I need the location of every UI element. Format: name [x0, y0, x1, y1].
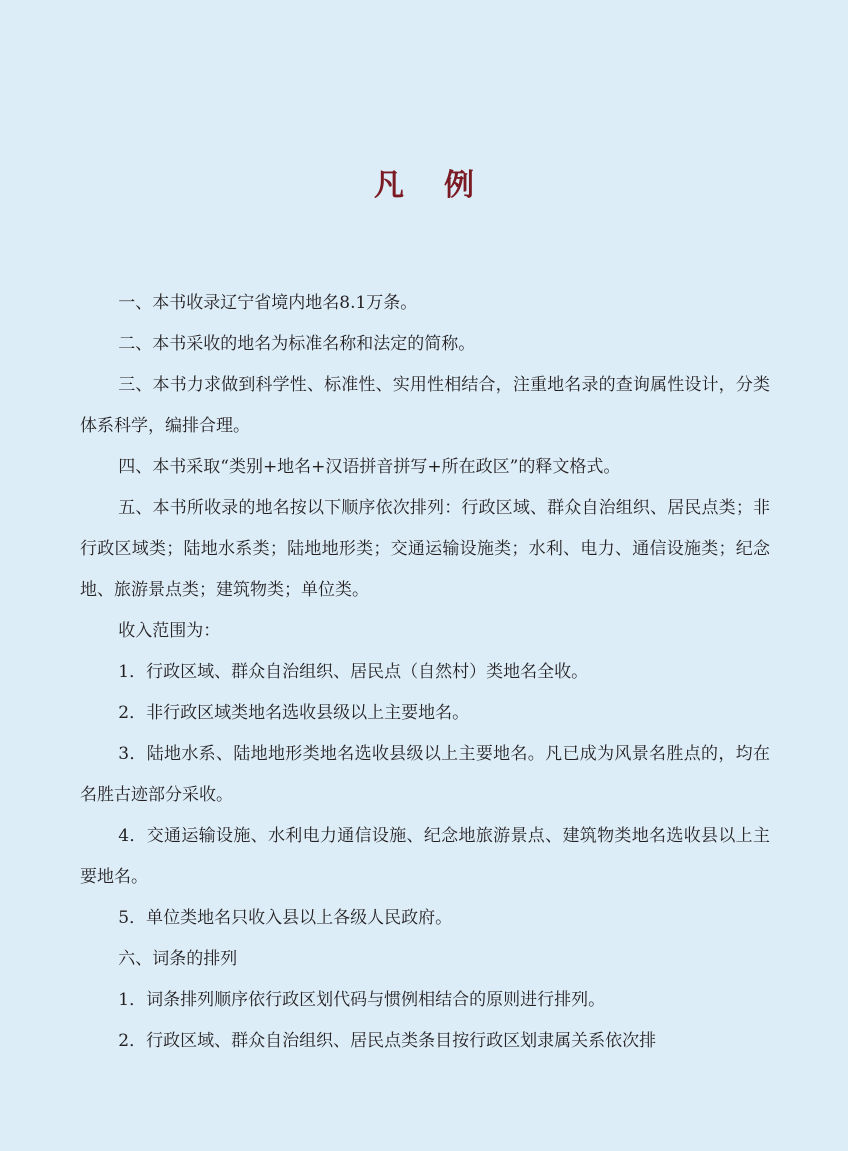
- paragraph-12: 六、词条的排列: [118, 949, 238, 969]
- paragraph-10: 4．交通运输设施、水利电力通信设施、纪念地旅游景点、建筑物类地名选收县以上主要地名。: [80, 826, 770, 887]
- paragraph-2: 二、本书采收的地名为标准名称和法定的简称。: [118, 334, 476, 354]
- paragraph-9: 3．陆地水系、陆地地形类地名选收县级以上主要地名。凡已成为风景名胜点的，均在名胜古迹部分采收。: [80, 744, 770, 805]
- paragraph-14: 2．行政区域、群众自治组织、居民点类条目按行政区划隶属关系依次排: [118, 1031, 657, 1051]
- paragraph-4: 四、本书采取“类别+地名+汉语拼音拼写+所在政区”的释文格式。: [118, 457, 621, 477]
- paragraph-6: 收入范围为：: [118, 621, 221, 641]
- title-char-1: 凡: [374, 168, 404, 203]
- paragraph-5: 五、本书所收录的地名按以下顺序依次排列：行政区域、群众自治组织、居民点类；非行政区域类；陆地水系类；陆地地形类；交通运输设施类；水利、电力、通信设施类；纪念地、旅游景点类；建筑物类；单位类。: [80, 498, 770, 600]
- page-title: [0, 160, 848, 204]
- paragraph-13: 1．词条排列顺序依行政区划代码与惯例相结合的原则进行排列。: [118, 990, 606, 1010]
- body-text: [80, 283, 770, 1062]
- paragraph-11: 5．单位类地名只收入县以上各级人民政府。: [118, 908, 453, 928]
- paragraph-7: 1．行政区域、群众自治组织、居民点（自然村）类地名全收。: [118, 662, 589, 682]
- paragraph-8: 2．非行政区域类地名选收县级以上主要地名。: [118, 703, 470, 723]
- title-char-2: 例: [444, 168, 474, 203]
- paragraph-3: 三、本书力求做到科学性、标准性、实用性相结合，注重地名录的查询属性设计，分类体系科学，编排合理。: [80, 375, 770, 436]
- paragraph-1: 一、本书收录辽宁省境内地名8.1万条。: [118, 293, 418, 313]
